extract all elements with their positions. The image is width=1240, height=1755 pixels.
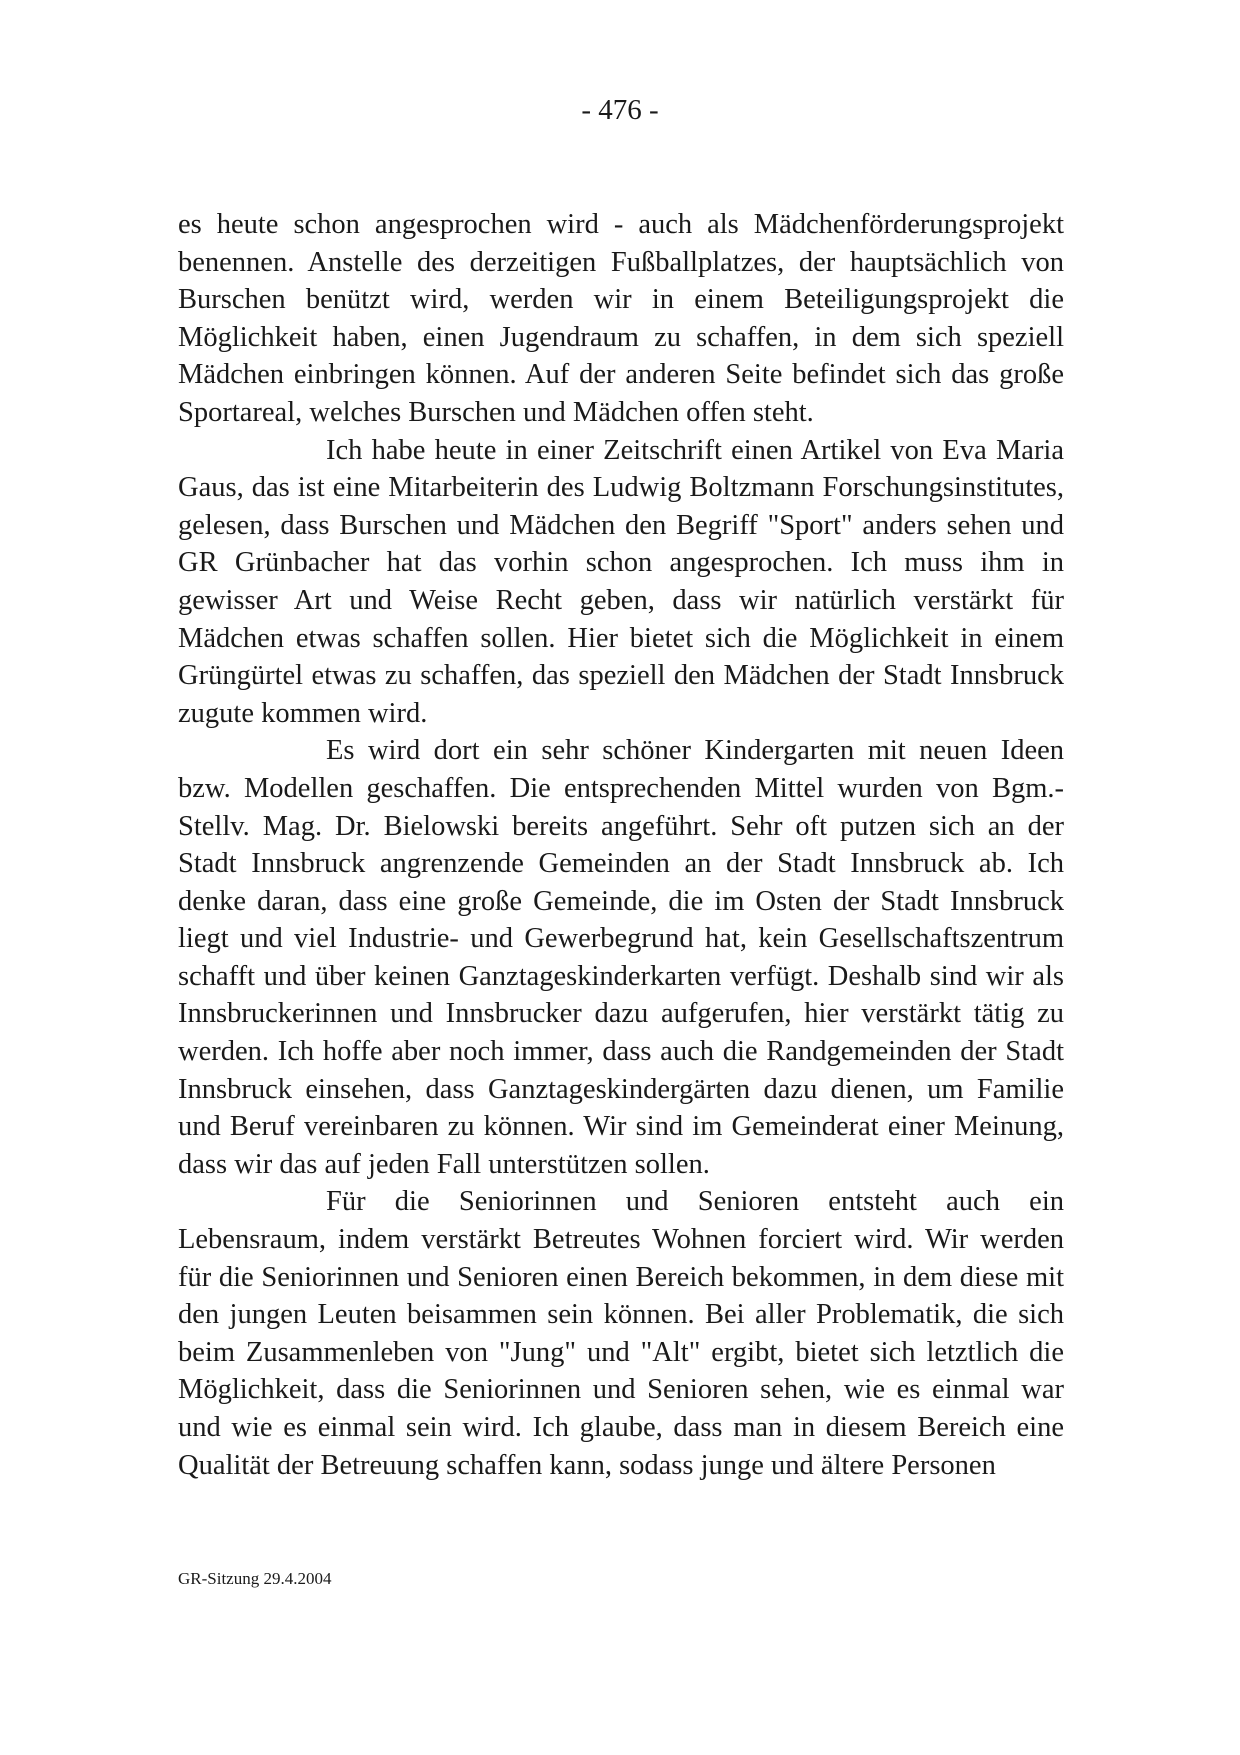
paragraph: Für die Seniorinnen und Senioren entsteht auch ein Lebensraum, indem verstärkt Betreutes Wohnen forciert wird. Wir werden für die Seniorinnen und Senioren einen Bereich bekommen, in dem diese mit den jungen Leuten beisammen sein können. Bei aller Problematik, die sich beim Zusammenleben von "Jung" und "Alt" ergibt, bietet sich letztlich die Möglichkeit, dass die Seniorinnen und Senioren sehen, wie es einmal war und wie es einmal sein wird. Ich glaube, dass man in diesem Bereich eine Qualität der Betreuung schaffen kann, sodass junge und ältere Personen: [178, 1186, 1064, 1481]
page-footer: GR-Sitzung 29.4.2004: [178, 1569, 332, 1588]
body-text: [178, 206, 1064, 1484]
paragraph: Es wird dort ein sehr schöner Kindergarten mit neuen Ideen bzw. Modellen geschaffen. Die entsprechenden Mittel wurden von Bgm.-Stellv. Mag. Dr. Bielowski bereits angeführt. Sehr oft putzen sich an der Stadt Innsbruck angrenzende Gemeinden an der Stadt Innsbruck ab. Ich denke daran, dass eine große Gemeinde, die im Osten der Stadt Innsbruck liegt und viel Industrie- und Gewerbegrund hat, kein Gesellschaftszentrum schafft und über keinen Ganztageskinderkarten verfügt. Deshalb sind wir als Innsbruckerinnen und Innsbrucker dazu aufgerufen, hier verstärkt tätig zu werden. Ich hoffe aber noch immer, dass auch die Randgemeinden der Stadt Innsbruck einsehen, dass Ganztageskindergärten dazu dienen, um Familie und Beruf vereinbaren zu können. Wir sind im Gemeinderat einer Meinung, dass wir das auf jeden Fall unterstützen sollen.: [178, 735, 1064, 1180]
paragraph-continuation: es heute schon angesprochen wird - auch als Mädchenförderungsprojekt benennen. Anstelle des derzeitigen Fußballplatzes, der hauptsächlich von Burschen benützt wird, werden wir in einem Beteiligungsprojekt die Möglichkeit haben, einen Jugendraum zu schaffen, in dem sich speziell Mädchen einbringen können. Auf der anderen Seite befindet sich das große Sportareal, welches Burschen und Mädchen offen steht.: [178, 209, 1064, 428]
paragraph: Ich habe heute in einer Zeitschrift einen Artikel von Eva Maria Gaus, das ist eine Mitarbeiterin des Ludwig Boltzmann Forschungsinstitutes, gelesen, dass Burschen und Mädchen den Begriff "Sport" anders sehen und GR Grünbacher hat das vorhin schon angesprochen. Ich muss ihm in gewisser Art und Weise Recht geben, dass wir natürlich verstärkt für Mädchen etwas schaffen sollen. Hier bietet sich die Möglichkeit in einem Grüngürtel etwas zu schaffen, das speziell den Mädchen der Stadt Innsbruck zugute kommen wird.: [178, 434, 1064, 729]
page-number: - 476 -: [581, 94, 659, 126]
